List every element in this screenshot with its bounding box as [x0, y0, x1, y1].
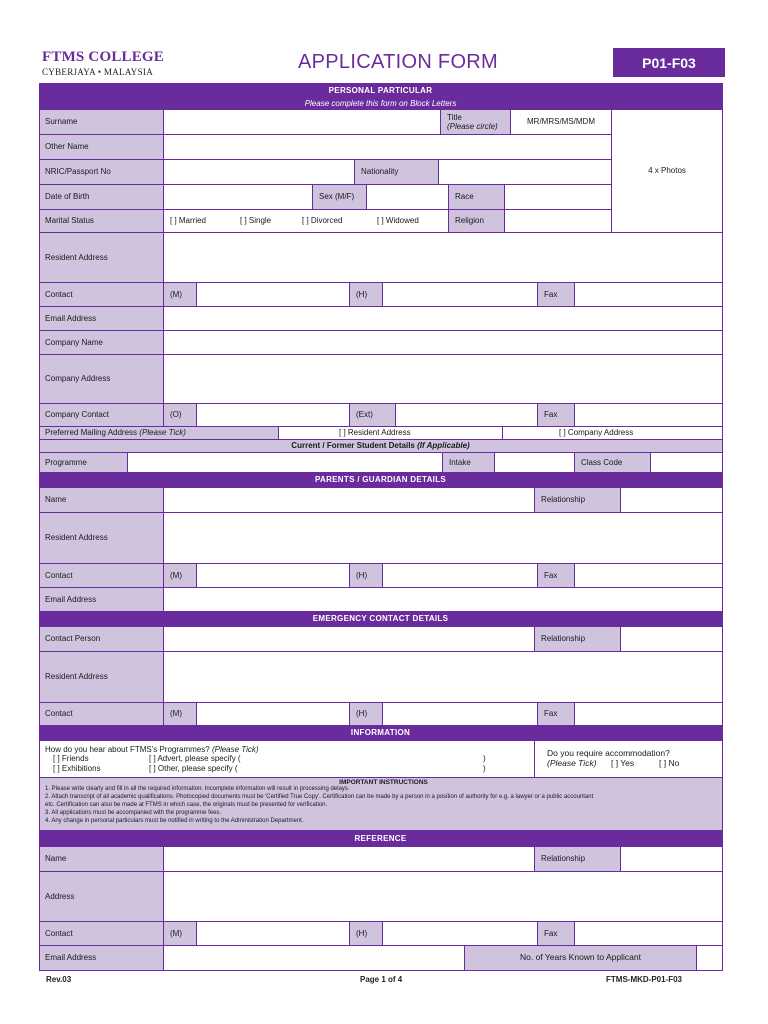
student-details-header: [39, 440, 723, 453]
programme-label: Programme: [39, 453, 128, 473]
instructions-title: IMPORTANT INSTRUCTIONS: [339, 779, 428, 786]
emergency-relationship-field[interactable]: [621, 627, 723, 652]
marital-options: [164, 210, 449, 233]
marital-divorced-option[interactable]: [ ] Divorced: [302, 216, 343, 226]
revision-label: Rev.03: [46, 975, 72, 984]
emergency-address-label: Resident Address: [39, 652, 164, 703]
mailing-label-cell: [39, 427, 279, 440]
emergency-mobile-field[interactable]: [197, 703, 350, 726]
exhibitions-option[interactable]: [ ] Exhibitions: [53, 763, 101, 773]
surname-label: Surname: [39, 110, 164, 135]
emergency-home-label: (H): [350, 703, 383, 726]
years-known-label: No. of Years Known to Applicant: [465, 946, 697, 971]
company-office-field[interactable]: [197, 404, 350, 427]
other-close-paren: ): [483, 763, 486, 773]
company-ext-field[interactable]: [396, 404, 538, 427]
instruction-line-1: 1. Please write clearly and fill in all the required information. Incomplete information will result in processing delays.: [45, 786, 350, 793]
emergency-contact-label: Contact: [39, 703, 164, 726]
contact-mobile-field[interactable]: [197, 283, 350, 307]
email-label: Email Address: [39, 307, 164, 331]
mailing-resident-option[interactable]: [ ] Resident Address: [279, 427, 503, 440]
accommodation-block: [535, 741, 723, 778]
reference-address-label: Address: [39, 872, 164, 922]
parent-email-field[interactable]: [164, 588, 723, 612]
company-address-field[interactable]: [164, 355, 723, 404]
accommodation-hint: (Please Tick): [547, 758, 597, 768]
hear-about-row-1: [45, 754, 486, 763]
company-contact-label: Company Contact: [39, 404, 164, 427]
parent-home-field[interactable]: [383, 564, 538, 588]
parent-relationship-field[interactable]: [621, 488, 723, 513]
document-code: FTMS-MKD-P01-F03: [606, 975, 683, 984]
reference-mobile-label: (M): [164, 922, 197, 946]
reference-email-field[interactable]: [164, 946, 465, 971]
emergency-home-field[interactable]: [383, 703, 538, 726]
sex-field[interactable]: [367, 185, 449, 210]
instruction-line-3: 3. All applications must be accompanied with the programme fees.: [45, 809, 222, 816]
emergency-person-field[interactable]: [164, 627, 535, 652]
hear-about-block: [39, 741, 535, 778]
resident-address-label: Resident Address: [39, 233, 164, 283]
parent-fax-field[interactable]: [575, 564, 723, 588]
mailing-label: Preferred Mailing Address: [45, 428, 138, 438]
emergency-relationship-label: Relationship: [535, 627, 621, 652]
reference-home-field[interactable]: [383, 922, 538, 946]
years-known-field[interactable]: [697, 946, 723, 971]
instruction-line-2b: etc. Certification can also be made at FTMS in which case, the originals must be presented for verification.: [45, 802, 328, 809]
parents-section-title: PARENTS / GUARDIAN DETAILS: [39, 473, 723, 488]
parent-mobile-field[interactable]: [197, 564, 350, 588]
fax-label: Fax: [538, 283, 575, 307]
mailing-hint: (Please Tick): [139, 428, 186, 438]
contact-home-label: (H): [350, 283, 383, 307]
company-name-label: Company Name: [39, 331, 164, 355]
mailing-company-option[interactable]: [ ] Company Address: [503, 427, 723, 440]
other-name-field[interactable]: [164, 135, 612, 160]
marital-label: Marital Status: [39, 210, 164, 233]
company-fax-label: Fax: [538, 404, 575, 427]
parent-contact-label: Contact: [39, 564, 164, 588]
contact-mobile-label: (M): [164, 283, 197, 307]
parent-fax-label: Fax: [538, 564, 575, 588]
nric-field[interactable]: [164, 160, 355, 185]
accommodation-no-option[interactable]: [ ] No: [659, 758, 680, 768]
reference-fax-label: Fax: [538, 922, 575, 946]
page-number: Page 1 of 4: [360, 975, 403, 984]
photos-box: 4 x Photos: [612, 110, 723, 233]
parent-mobile-label: (M): [164, 564, 197, 588]
accommodation-options: [547, 759, 679, 769]
email-field[interactable]: [164, 307, 723, 331]
company-address-label: Company Address: [39, 355, 164, 404]
company-office-label: (O): [164, 404, 197, 427]
title-label: Title: [447, 112, 462, 122]
hear-about-row-2: [45, 764, 486, 773]
friends-option[interactable]: [ ] Friends: [53, 754, 89, 764]
title-label-cell: [441, 110, 511, 135]
religion-field[interactable]: [505, 210, 612, 233]
reference-name-label: Name: [39, 847, 164, 872]
emergency-fax-label: Fax: [538, 703, 575, 726]
reference-fax-field[interactable]: [575, 922, 723, 946]
reference-email-label: Email Address: [39, 946, 164, 971]
marital-widowed-option[interactable]: [ ] Widowed: [377, 216, 419, 226]
race-field[interactable]: [505, 185, 612, 210]
dob-field[interactable]: [164, 185, 313, 210]
sex-label: Sex (M/F): [313, 185, 367, 210]
class-code-field[interactable]: [651, 453, 723, 473]
fax-field[interactable]: [575, 283, 723, 307]
information-section-title: INFORMATION: [39, 726, 723, 741]
accommodation-yes-option[interactable]: [ ] Yes: [611, 758, 635, 768]
class-code-label: Class Code: [575, 453, 651, 473]
other-name-label: Other Name: [39, 135, 164, 160]
reference-address-field[interactable]: [164, 872, 723, 922]
race-label: Race: [449, 185, 505, 210]
nationality-field[interactable]: [439, 160, 612, 185]
accommodation-question: Do you require accommodation?: [547, 748, 670, 759]
emergency-section-title: EMERGENCY CONTACT DETAILS: [39, 612, 723, 627]
other-option[interactable]: [ ] Other, please specify (: [149, 763, 238, 773]
emergency-person-label: Contact Person: [39, 627, 164, 652]
personal-section-subtitle: Please complete this form on Block Letters: [39, 98, 723, 110]
title-options[interactable]: MR/MRS/MS/MDM: [511, 110, 612, 135]
parent-relationship-label: Relationship: [535, 488, 621, 513]
emergency-address-field[interactable]: [164, 652, 723, 703]
parent-name-label: Name: [39, 488, 164, 513]
college-name: FTMS COLLEGE: [42, 49, 165, 65]
hear-about-hint: (Please Tick): [211, 745, 259, 755]
reference-name-field[interactable]: [164, 847, 535, 872]
intake-field[interactable]: [495, 453, 575, 473]
reference-section-title: REFERENCE: [39, 831, 723, 847]
instruction-line-2: 2. Attach transcript of all academic qualifications. Photocopied documents must be 'Certified True Copy'. Certification can be made by a person in a position of authority for e.g. a lawyer or a public accountant: [45, 794, 594, 801]
student-details-hint: (If Applicable): [417, 441, 470, 451]
important-instructions: [39, 778, 723, 831]
programme-field[interactable]: [128, 453, 443, 473]
marital-single-option[interactable]: [ ] Single: [240, 216, 272, 226]
instruction-line-4: 4. Any change in personal particulars must be notified in writing to the Administration Department.: [45, 817, 304, 824]
surname-field[interactable]: [164, 110, 441, 135]
nationality-label: Nationality: [355, 160, 439, 185]
parent-address-label: Resident Address: [39, 513, 164, 564]
parent-name-field[interactable]: [164, 488, 535, 513]
student-details-title: Current / Former Student Details: [291, 441, 415, 451]
emergency-fax-field[interactable]: [575, 703, 723, 726]
parent-home-label: (H): [350, 564, 383, 588]
emergency-mobile-label: (M): [164, 703, 197, 726]
resident-address-field[interactable]: [164, 233, 723, 283]
contact-label: Contact: [39, 283, 164, 307]
form-title: APPLICATION FORM: [298, 51, 499, 73]
hear-about-question: How do you hear about FTMS's Programmes?: [45, 745, 210, 755]
advert-option[interactable]: [ ] Advert, please specify (: [149, 754, 241, 764]
title-hint: (Please circle): [447, 122, 498, 131]
advert-close-paren: ): [483, 754, 486, 764]
reference-contact-label: Contact: [39, 922, 164, 946]
form-code-badge: P01-F03: [613, 48, 725, 77]
marital-married-option[interactable]: [ ] Married: [170, 216, 207, 226]
company-fax-field[interactable]: [575, 404, 723, 427]
religion-label: Religion: [449, 210, 505, 233]
hear-about-question-line: [45, 745, 259, 754]
college-location: CYBERJAYA • MALAYSIA: [42, 67, 154, 77]
reference-relationship-field[interactable]: [621, 847, 723, 872]
reference-mobile-field[interactable]: [197, 922, 350, 946]
reference-home-label: (H): [350, 922, 383, 946]
dob-label: Date of Birth: [39, 185, 164, 210]
nric-label: NRIC/Passport No: [39, 160, 164, 185]
company-name-field[interactable]: [164, 331, 723, 355]
parent-address-field[interactable]: [164, 513, 723, 564]
personal-section-title: PERSONAL PARTICULAR: [39, 83, 723, 98]
reference-relationship-label: Relationship: [535, 847, 621, 872]
company-ext-label: (Ext): [350, 404, 396, 427]
parent-email-label: Email Address: [39, 588, 164, 612]
intake-label: Intake: [443, 453, 495, 473]
contact-home-field[interactable]: [383, 283, 538, 307]
